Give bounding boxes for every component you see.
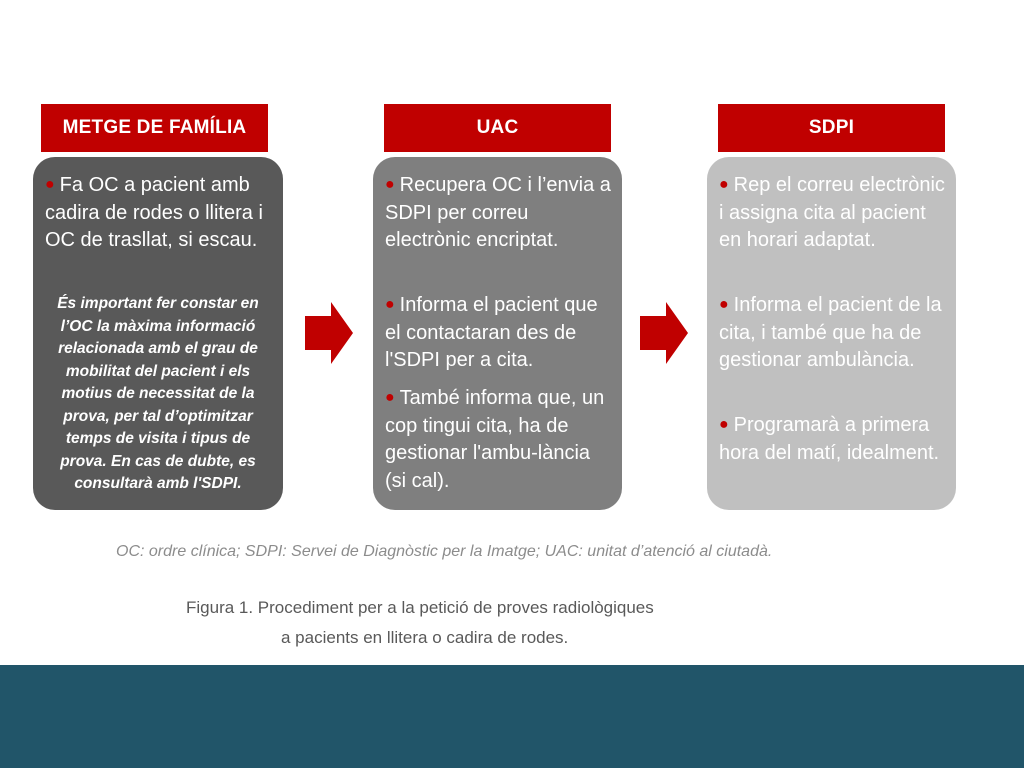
header-metge-de-familia (41, 104, 268, 152)
header-uac (384, 104, 611, 152)
header-sdpi (718, 104, 945, 152)
right-arrow-icon (640, 302, 688, 364)
list-item: ● Programarà a primera hora del matí, idealment. (719, 414, 940, 464)
bullet-dot-icon: ● (719, 416, 729, 433)
header-label: SDPI (808, 117, 855, 138)
list-item: ● Recupera OC i l’envia a SDPI per correu electrònic encriptat. (385, 174, 611, 251)
footer-band (0, 665, 1024, 768)
figure-caption-line-1: Figura 1. Procediment per a la petició de proves radiològiques (186, 598, 654, 617)
bullet-dot-icon: ● (45, 176, 55, 193)
list-item: ● Fa OC a pacient amb cadira de rodes o llitera i OC de trasllat, si escau. (45, 174, 263, 251)
figure-caption-line-2: a pacients en llitera o cadira de rodes. (281, 628, 569, 647)
note-text: És important fer constar en l’OC la màxima informació relacionada amb el grau de mobilitat del pacient i els motius de necessitat de la prova, per tal d’optimitzar temps de visita i tipus de prova. En cas de dubte, es consultarà amb l'SDPI. (57, 295, 259, 492)
right-arrow-icon (305, 302, 353, 364)
step-box-uac (373, 157, 622, 510)
list-item: ● Rep el correu electrònic i assigna cita al pacient en horari adaptat. (719, 174, 945, 251)
header-label: UAC (476, 117, 519, 138)
list-item: ● Informa el pacient que el contactaran des de l'SDPI per a cita. (385, 294, 598, 371)
bullet-dot-icon: ● (719, 176, 729, 193)
bullet-dot-icon: ● (385, 176, 395, 193)
bullet-dot-icon: ● (385, 296, 395, 313)
bullet-dot-icon: ● (719, 296, 729, 313)
bullet-dot-icon: ● (385, 389, 395, 406)
step-box-metge-de-familia (33, 157, 283, 510)
header-label: METGE DE FAMÍLIA (62, 117, 247, 138)
step-box-sdpi (707, 157, 956, 510)
list-item: ● Informa el pacient de la cita, i també que ha de gestionar ambulància. (719, 294, 942, 371)
list-item: ● També informa que, un cop tingui cita, ha de gestionar l'ambu-lància (si cal). (385, 387, 605, 492)
abbreviations-legend: OC: ordre clínica; SDPI: Servei de Diagnòstic per la Imatge; UAC: unitat d’atenció al ciutadà. (116, 543, 773, 560)
